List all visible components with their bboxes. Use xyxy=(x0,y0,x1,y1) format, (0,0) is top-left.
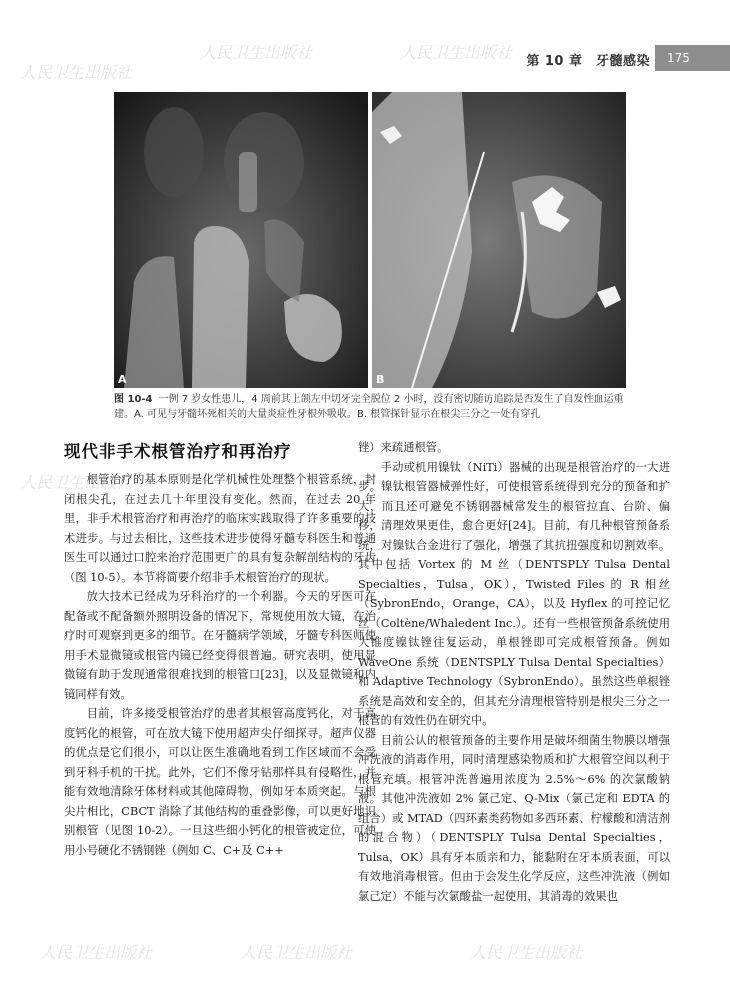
radiograph-panel-b xyxy=(372,92,626,388)
radiograph-a-image xyxy=(114,92,368,388)
watermark: 人民卫生出版社 xyxy=(470,943,583,962)
radiograph-panel-a xyxy=(114,92,368,388)
watermark: 人民卫生出版社 xyxy=(40,943,153,962)
caption-text: 一例 7 岁女性患儿，4 周前其上颌左中切牙完全脱位 2 小时，没有密切随访追踪是否发生了自发性血运重建。A. 可见与牙髓坏死相关的大量炎症性牙根外吸收。B. 根管探针显示在根尖三分之一处有穿孔 xyxy=(114,394,624,420)
paragraph: 手动或机用镍钛（NiTi）器械的出现是根管治疗的一大进步。镍钛根管器械弹性好，可使根管系统得到充分的预备和扩大，而且还可避免不锈钢器械常发生的根管拉直、台阶、偏移，清理效果更佳，愈合更好[24]。目前，有几种根管预备系统，对镍钛合金进行了强化，增强了其抗扭强度和切割效率。其中包括 Vortex 的 M 丝（DENTSPLY Tulsa Dental Specialties，Tulsa，OK），Twisted Files 的 R 相丝（SybronEndo，Orange，CA），以及 Hyflex 的可控记忆丝（Coltène/Whaledent Inc.）。还有一些根管预备系统使用大锥度镍钛锉往复运动，单根锉即可完成根管预备。例如 WaveOne 系统（DENTSPLY Tulsa Dental Specialties）和 Adaptive Technology（SybronEndo）。虽然这些单根锉系统是高效和安全的，但其充分清理根管特别是根尖三分之一根管的有效性仍在研究中。 xyxy=(358,460,670,727)
paragraph: 目前，许多接受根管治疗的患者其根管高度钙化，对于高度钙化的根管，可在放大镜下使用超声尖仔细探寻。超声仪器的优点是它们很小，可以让医生准确地看到工作区域而不会受到牙科手机的干扰。此外，它们不像牙钻那样具有侵略性，并能有效地清除牙体材料或其他障碍物，例如牙本质突起。与根尖片相比，CBCT 消除了其他结构的重叠影像，可以更好地识别根管（见图 10-2）。一旦这些细小钙化的根管被定位，可使用小号硬化不锈钢锉（例如 C、C+及 C++ xyxy=(64,707,376,857)
watermark: 人民卫生出版社 xyxy=(20,63,133,82)
figure-caption xyxy=(114,392,634,422)
panel-b-label: B xyxy=(376,373,385,386)
watermark: 人民卫生出版社 xyxy=(400,43,513,62)
running-header xyxy=(0,45,730,71)
paragraph-continuation: 锉）来疏通根管。 xyxy=(358,441,449,454)
watermark: 人民卫生出版社 xyxy=(200,43,313,62)
chapter-title: 第 10 章 牙髓感染 xyxy=(526,54,650,69)
right-column xyxy=(358,438,670,906)
left-column xyxy=(64,438,376,860)
paragraph: 放大技术已经成为牙科治疗的一个利器。今天的牙医可在配备或不配备额外照明设备的情况下，常规使用放大镜，在治疗时可观察到更多的细节。在牙髓病学领域，牙髓专科医师使用手术显微镜或根管内镜已经变得很普遍。研究表明，使用显微镜有助于发现通常很难找到的根管口[23]，以及显微镜和内镜同样有效。 xyxy=(64,590,376,701)
radiograph-b-image xyxy=(372,92,626,388)
watermark: 人民卫生出版社 xyxy=(20,473,133,492)
panel-a-label: A xyxy=(118,373,127,386)
paragraph: 根管治疗的基本原则是化学机械性处理整个根管系统，封闭根尖孔，在过去几十年里没有变化。然而，在过去 20 年里，非手术根管治疗和再治疗的临床实践取得了许多重要的技术进步。与过去相比，这些技术进步使得牙髓专科医生和普通医生可以通过口腔来治疗范围更广的具有复杂解剖结构的牙齿（图 10-5）。本节将简要介绍非手术根管治疗的现状。 xyxy=(64,473,376,584)
section-title: 现代非手术根管治疗和再治疗 xyxy=(64,442,292,461)
caption-id: 图 10-4 xyxy=(114,394,153,405)
paragraph: 目前公认的根管预备的主要作用是破坏细菌生物膜以增强冲洗液的消毒作用，同时清理感染物质和扩大根管空间以利于根管充填。根管冲洗普遍用浓度为 2.5%～6% 的次氯酸钠液。其他冲洗液如 2% 氯己定、Q-Mix（氯己定和 EDTA 的组合）或 MTAD（四环素类药物如多西环素、柠檬酸和清洁剂的混合物）（DENTSPLY Tulsa Dental Specialties，Tulsa，OK）具有牙本质亲和力，能黏附在牙本质表面，可以有效地消毒根管。但由于会发生化学反应，这些冲洗液（例如氯己定）不能与次氯酸盐一起使用，其消毒的效果也 xyxy=(358,733,670,903)
page-number: 175 xyxy=(655,45,730,71)
watermark: 人民卫生出版社 xyxy=(240,943,353,962)
